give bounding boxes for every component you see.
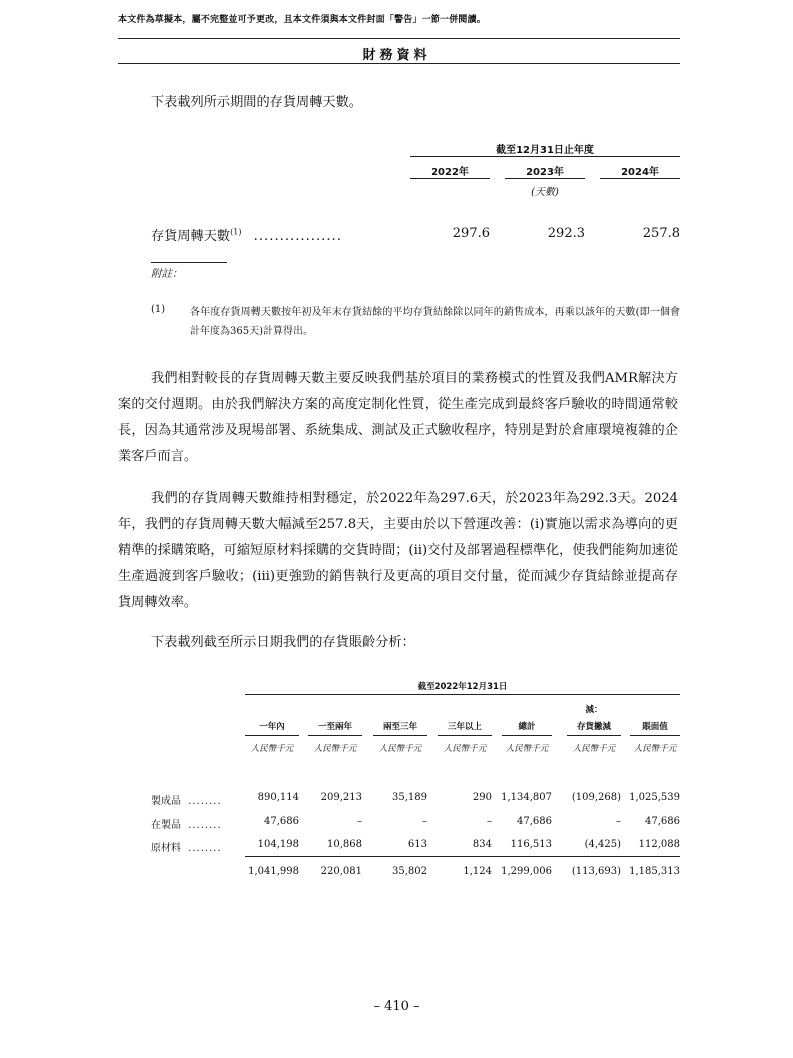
table2-col-header: 存貨撇減 bbox=[576, 722, 611, 732]
table1-value-2024: 257.8 bbox=[642, 226, 680, 241]
table2-total-cell: 1,299,006 bbox=[501, 866, 552, 877]
table2-col-header: 總計 bbox=[518, 722, 536, 732]
notes-rule bbox=[151, 262, 227, 263]
table2-cell: 35,189 bbox=[392, 792, 427, 803]
table1-year-rule bbox=[505, 178, 585, 179]
row-label: 製成品 bbox=[151, 796, 181, 807]
table2-cell: 1,025,539 bbox=[629, 792, 680, 803]
table2-total-cell: 220,081 bbox=[320, 866, 362, 877]
table2-col-unit: 人民幣千元 bbox=[443, 744, 487, 754]
paragraph-inventory-trend: 我們的存貨周轉天數維持相對穩定，於2022年為297.6天，於2023年為292.3天。2024年，我們的存貨周轉天數大幅減至257.8天，主要由於以下營運改善：(i)實施以需求為導向的更精準的採購策略，可縮短原材料採購的交貨時間；(ii)交付及部署過程標準化，使我們能夠加速從生產過渡到客戶驗收；(iii)更強勁的銷售執行及更高的項目交付量，從而減少存貨結餘並提高存貨周轉效率。 bbox=[118, 491, 678, 610]
table1-value-2023: 292.3 bbox=[547, 226, 585, 241]
table2-col-rule bbox=[567, 735, 621, 736]
table2-total-cell: 1,185,313 bbox=[629, 866, 680, 877]
table2-col-header: 三年以上 bbox=[447, 722, 482, 732]
table2-col-rule bbox=[373, 735, 427, 736]
table2-total-rule bbox=[245, 856, 680, 857]
table2-col-header: 賬面值 bbox=[642, 722, 668, 732]
leader-dots: ........ bbox=[188, 796, 222, 807]
leader-dots: ................. bbox=[253, 229, 342, 244]
table2-cell: – bbox=[616, 816, 621, 827]
table2-cell: 47,686 bbox=[517, 816, 552, 827]
row-label: 在製品 bbox=[151, 820, 181, 831]
table2-col-header: 兩至三年 bbox=[382, 722, 417, 732]
table2-col-unit: 人民幣千元 bbox=[633, 744, 677, 754]
draft-warning: 本文件為草擬本，屬不完整並可予更改，且本文件須與本文件封面「警告」一節一併閱讀。 bbox=[118, 15, 487, 25]
table2-cell: 112,088 bbox=[638, 839, 680, 850]
table2-cell: 290 bbox=[472, 792, 492, 803]
note-text: 各年度存貨周轉天數按年初及年末存貨結餘的平均存貨結餘除以同年的銷售成本，再乘以該年的天數(即一個會計年度為365天)計算得出。 bbox=[190, 307, 680, 337]
table2-col-rule bbox=[308, 735, 362, 736]
leader-dots: ........ bbox=[188, 843, 222, 854]
table2-group-rule bbox=[245, 694, 680, 695]
table2-row-finished-goods bbox=[151, 792, 222, 807]
table1-year-rule bbox=[410, 178, 490, 179]
row-label-text: 存貨周轉天數 bbox=[151, 229, 231, 244]
table2-col-header: 一年內 bbox=[259, 722, 285, 732]
table2-row-raw-materials bbox=[151, 839, 222, 854]
table2-cell: 209,213 bbox=[320, 792, 362, 803]
table1-year-2023: 2023年 bbox=[526, 167, 564, 178]
table2-col-header: 一至兩年 bbox=[317, 722, 352, 732]
notes-title: 附註： bbox=[151, 268, 183, 280]
paragraph-inventory-explanation: 我們相對較長的存貨周轉天數主要反映我們基於項目的業務模式的性質及我們AMR解決方案的交付週期。由於我們解決方案的高度定制化性質，從生產完成到最終客戶驗收的時間通常較長，因為其通常涉及現場部署、系統集成、測試及正式驗收程序，特別是對於倉庫環境複雜的企業客戶而言。 bbox=[118, 371, 678, 464]
table2-cell: (4,425) bbox=[584, 839, 621, 850]
table2-total-cell: 1,041,998 bbox=[248, 866, 299, 877]
table1-year-2022: 2022年 bbox=[431, 167, 469, 178]
table1-year-2024: 2024年 bbox=[621, 167, 659, 178]
leader-dots: ........ bbox=[188, 820, 222, 831]
table2-cell: 47,686 bbox=[645, 816, 680, 827]
table2-cell: 613 bbox=[407, 839, 427, 850]
table2-cell: – bbox=[422, 816, 427, 827]
row-label: 原材料 bbox=[151, 843, 181, 854]
note-marker: (1) bbox=[151, 304, 166, 315]
table2-col-rule bbox=[438, 735, 492, 736]
table2-cell: 890,114 bbox=[257, 792, 299, 803]
table2-total-cell: 35,802 bbox=[392, 866, 427, 877]
table2-row-work-in-progress bbox=[151, 816, 222, 831]
table1-group-rule bbox=[410, 156, 680, 157]
table2-cell: 834 bbox=[472, 839, 492, 850]
table2-col-unit: 人民幣千元 bbox=[378, 744, 422, 754]
table1-value-2022: 297.6 bbox=[452, 226, 490, 241]
table2-col-rule bbox=[245, 735, 299, 736]
header-rule-bottom bbox=[118, 63, 680, 64]
table2-col-unit: 人民幣千元 bbox=[505, 744, 549, 754]
table2-cell: 47,686 bbox=[264, 816, 299, 827]
intro-inventory-days: 下表載列所示期間的存貨周轉天數。 bbox=[151, 95, 362, 110]
table1-year-rule bbox=[600, 178, 680, 179]
table2-col-unit: 人民幣千元 bbox=[572, 744, 616, 754]
table2-cell: 104,198 bbox=[257, 839, 299, 850]
intro-aging-analysis: 下表載列截至所示日期我們的存貨賬齡分析： bbox=[151, 635, 415, 650]
table2-col-rule bbox=[630, 735, 680, 736]
footnote-ref: (1) bbox=[230, 227, 242, 237]
header-rule-top bbox=[118, 38, 680, 39]
section-title: 財務資料 bbox=[362, 48, 431, 63]
table2-cell: 1,134,807 bbox=[501, 792, 552, 803]
table2-less-label: 減： bbox=[585, 705, 603, 715]
table2-col-rule bbox=[502, 735, 552, 736]
table2-cell: – bbox=[487, 816, 492, 827]
table1-unit: (天數) bbox=[531, 187, 559, 198]
table2-col-unit: 人民幣千元 bbox=[250, 744, 294, 754]
page-number: – 410 – bbox=[373, 999, 420, 1014]
table2-cell: 116,513 bbox=[510, 839, 552, 850]
table2-cell: – bbox=[357, 816, 362, 827]
table1-group-header: 截至12月31日止年度 bbox=[496, 145, 594, 156]
table2-cell: (109,268) bbox=[571, 792, 621, 803]
table2-cell: 10,868 bbox=[327, 839, 362, 850]
table1-row-label bbox=[151, 225, 342, 244]
table2-total-cell: (113,693) bbox=[571, 866, 621, 877]
table2-total-cell: 1,124 bbox=[463, 866, 492, 877]
table2-group-header: 截至2022年12月31日 bbox=[417, 682, 508, 692]
table2-col-unit: 人民幣千元 bbox=[313, 744, 357, 754]
